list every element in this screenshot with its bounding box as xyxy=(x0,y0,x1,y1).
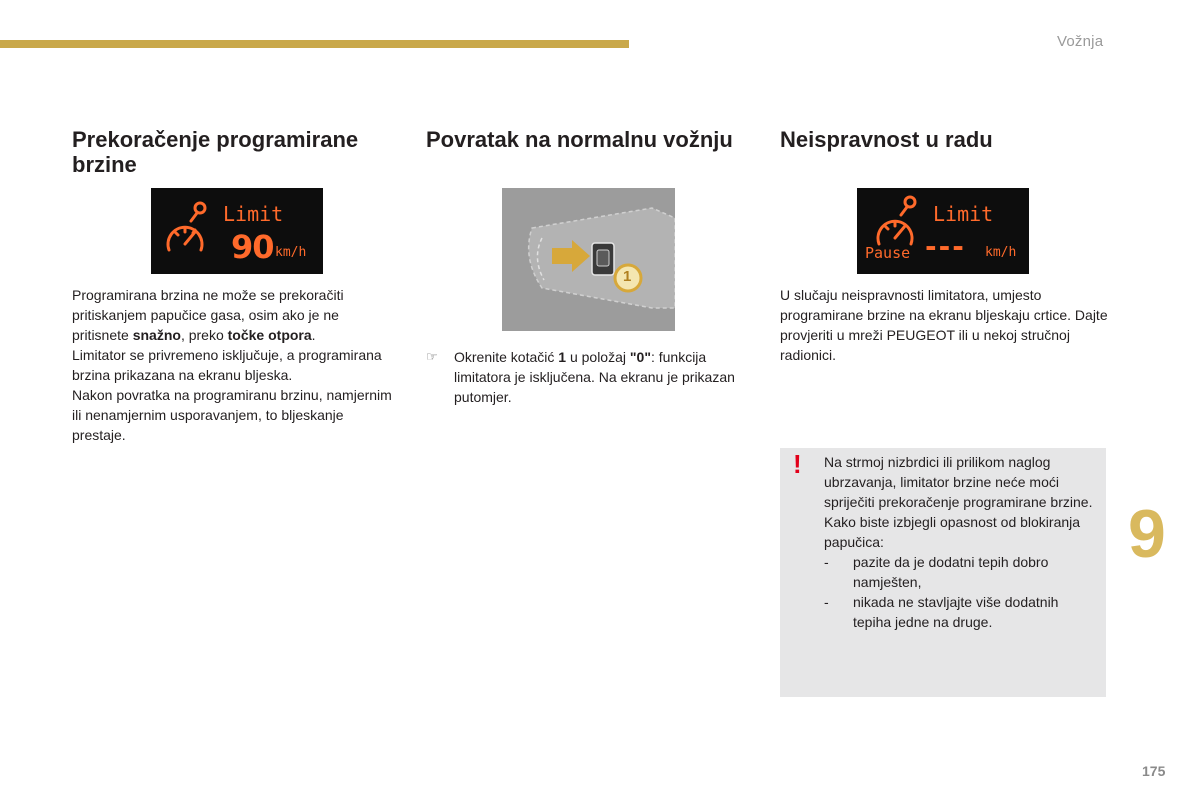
pointing-hand-icon: ☞ xyxy=(426,349,438,364)
page-number: 175 xyxy=(1142,763,1166,779)
warning-paragraph-2: Kako biste izbjegli opasnost od blokiranja papučica: xyxy=(824,514,1081,550)
header-accent-bar xyxy=(0,40,629,48)
heading-malfunction: Neispravnost u radu xyxy=(780,127,993,152)
overspeed-description xyxy=(72,285,392,445)
display-speed-unit: km/h xyxy=(985,245,1017,260)
warning-paragraph-1: Na strmoj nizbrdici ili prilikom naglog ubrzavanja, limitator brzine neće moći spriječiti prekoračenje programirane brzine. xyxy=(824,454,1093,510)
column-normal-driving xyxy=(426,127,756,152)
display-speed-unit: km/h xyxy=(275,245,307,260)
column-malfunction xyxy=(780,127,1110,152)
section-title: Vožnja xyxy=(1057,33,1104,50)
display-dashes: --- xyxy=(925,230,966,263)
display-speed-value: 90 xyxy=(231,228,274,266)
photo-badge-number: 1 xyxy=(623,268,632,285)
column-overspeed xyxy=(72,127,402,177)
display-limit-pause xyxy=(857,188,1029,274)
heading-overspeed: Prekoračenje programirane brzine xyxy=(72,127,359,177)
warning-box xyxy=(780,448,1106,697)
heading-normal-driving: Povratak na normalnu vožnju xyxy=(426,127,733,152)
display-limit-label: Limit xyxy=(223,202,284,226)
exclamation-icon: ! xyxy=(793,449,802,479)
display-limit-label: Limit xyxy=(933,202,994,226)
overspeed-paragraph-2: Limitator se privremeno isključuje, a programirana brzina prikazana na ekranu bljeska. xyxy=(72,347,382,383)
warning-list-item: - pazite da je dodatni tepih dobro namješten, xyxy=(824,554,1049,590)
overspeed-paragraph-1: Programirana brzina ne može se prekoračiti pritiskanjem papučice gasa, osim ako je ne pritisnete snažno, preko točke otpora. xyxy=(72,287,344,343)
warning-list xyxy=(824,552,1094,632)
step-text: Okrenite kotačić 1 u položaj "0": funkcija limitatora je isključena. Na ekranu je prikazan putomjer. xyxy=(454,349,735,405)
warning-content xyxy=(824,452,1094,632)
overspeed-paragraph-3: Nakon povratka na programiranu brzinu, namjernim ili nenamjernim usporavanjem, to bljeskanje prestaje. xyxy=(72,387,392,443)
warning-list-item: - nikada ne stavljajte više dodatnih tepiha jedne na druge. xyxy=(824,594,1059,630)
control-stalk-photo xyxy=(502,188,675,331)
chapter-number: 9 xyxy=(1128,496,1166,572)
display-pause-label: Pause xyxy=(865,244,911,262)
malfunction-description: U slučaju neispravnosti limitatora, umjesto programirane brzine na ekranu bljeskaju crtice. Dajte provjeriti u mreži PEUGEOT ili u nekoj stručnoj radionici. xyxy=(780,287,1108,363)
display-limit-speed xyxy=(151,188,323,274)
control-stalk-illustration xyxy=(502,188,675,331)
